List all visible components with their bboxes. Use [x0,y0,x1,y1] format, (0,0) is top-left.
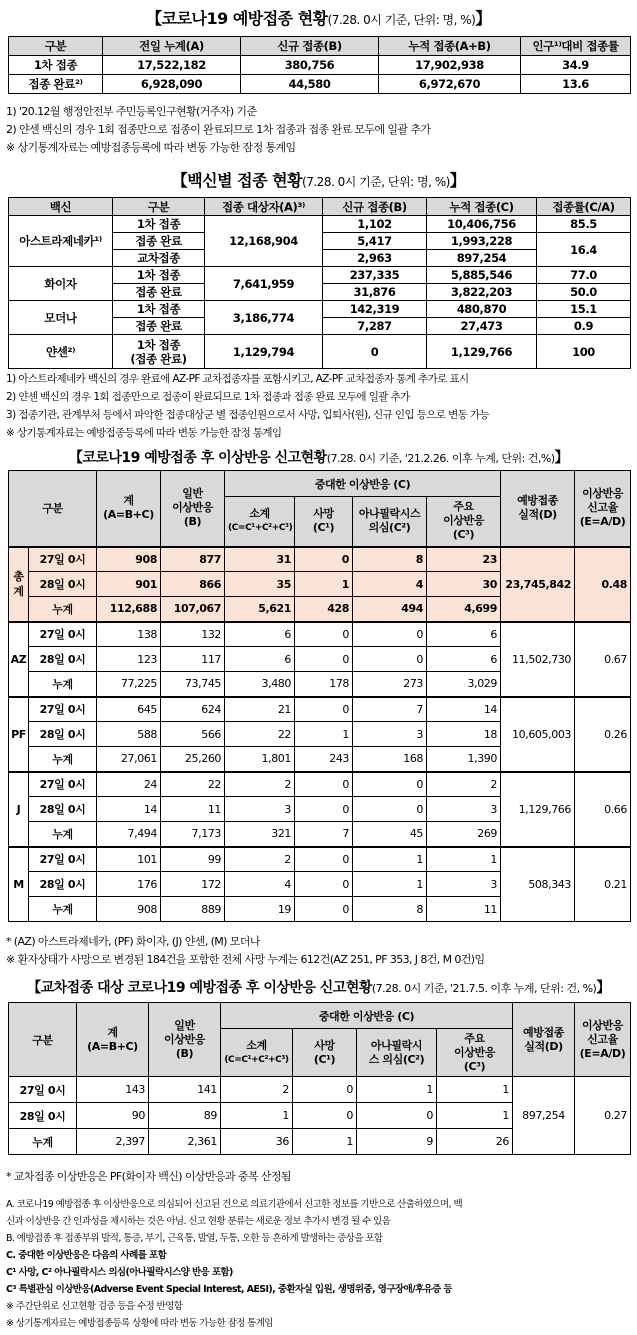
col-header: 중대한 이상반응 (C) [221,1003,513,1029]
footnote: ※ 환자상태가 사망으로 변경된 184건을 포함한 전체 사망 누계는 612건(AZ 251, PF 353, J 8건, M 0건)임 [6,953,485,966]
table-row: 누계 27,061 25,260 1,801 243 168 1,390 [9,747,631,772]
col-header: 일반 이상반응 (B) [161,471,225,547]
col-header: 접종 대상자(A)³⁾ [205,198,323,216]
vaccine-name: 화이자 [9,267,113,301]
col-header: 구분 [9,471,97,547]
vaccination-count: 10,605,003 [501,697,575,772]
adverse-event-table [8,470,631,922]
footnote: C¹ 사망, C² 아나필락시스 의심(아나필락시스양 반응 포함) [6,1267,233,1278]
col-header: 누적 접종(A+B) [379,37,521,56]
group-label: M [9,847,29,922]
col-header: 신규 접종(B) [323,198,427,216]
col-header: 계 (A=B+C) [77,1003,149,1077]
footnote: 1) '20.12월 행정안전부 주민등록인구현황(거주자) 기준 [6,105,257,118]
table-row: 누계 77,225 73,745 3,480 178 273 3,029 [9,672,631,697]
footnote: C. 중대한 이상반응은 다음의 사례를 포함 [6,1250,167,1261]
table-row: 누계 7,494 7,173 321 7 45 269 [9,822,631,847]
report-rate: 0.48 [575,547,631,622]
footnote: * 교차접종 이상반응은 PF(화이자 백신) 이상반응과 중복 산정됨 [6,1170,291,1183]
col-header: 사망 (C¹) [295,497,353,547]
group-label: 총계 [9,547,29,622]
footnote: C³ 특별관심 이상반응(Adverse Event Special Interest, AESI), 중환자실 입원, 생명위중, 영구장애/후유증 등 [6,1284,452,1295]
col-header: 이상반응 신고율 (E=A/D) [575,1003,631,1077]
table-row: 1차 접종 17,522,182 380,756 17,902,938 34.9 [9,56,631,75]
table-row: 총계 27일 0시 908 877 31 0 8 23 23,745,842 0.48 [9,547,631,572]
table-row: 누계 112,688 107,067 5,621 428 494 4,699 [9,597,631,622]
table-row: M 27일 0시 101 99 2 0 1 1 508,343 0.21 [9,847,631,872]
col-header: 인구¹⁾대비 접종률 [521,37,631,56]
col-header: 소계 (C=C¹+C²+C³) [221,1029,293,1077]
vaccination-count: 1,129,766 [501,772,575,847]
table-row: J 27일 0시 24 22 2 0 0 2 1,129,766 0.66 [9,772,631,797]
section2-title: 【백신별 접종 현황(7.28. 0시 기준, 단위: 명, %)】 [171,171,466,190]
footnote: A. 코로나19 예방접종 후 이상반응으로 의심되어 신고된 건으로 의료기관에서 신고한 정보를 기반으로 산출하였으며, 백 [6,1199,463,1210]
col-header: 주요 이상반응 (C³) [427,497,501,547]
table-row: 28일 0시 901 866 35 1 4 30 [9,572,631,597]
table-row: 누계 908 889 19 0 8 11 [9,897,631,922]
vaccine-name: 아스트라제네카¹⁾ [9,216,113,267]
col-header: 계 (A=B+C) [97,471,161,547]
col-header: 사망 (C¹) [293,1029,357,1077]
group-label: J [9,772,29,847]
footnote: ※ 상기통계자료는 예방접종등록에 따라 변동 가능한 잠정 통계임 [6,427,282,439]
vaccination-count: 508,343 [501,847,575,922]
footnote: ※ 주간단위로 신고현황 검증 등을 수정 반영함 [6,1301,183,1312]
col-header: 아나필락시스 의심(C²) [353,497,427,547]
col-header: 전일 누계(A) [103,37,241,56]
footnote: * (AZ) 아스트라제네카, (PF) 화이자, (J) 얀센, (M) 모더나 [6,935,260,948]
table-row: 28일 0시 588 566 22 1 3 18 [9,722,631,747]
vaccine-name: 얀센²⁾ [9,335,113,369]
table-row: 누계 2,397 2,361 36 1 9 26 [9,1129,631,1155]
table-row: PF 27일 0시 645 624 21 0 7 14 10,605,003 0.26 [9,697,631,722]
section1-title: 【코로나19 예방접종 현황(7.28. 0시 기준, 단위: 명, %)】 [146,9,491,28]
vaccine-name: 모더나 [9,301,113,335]
col-header: 일반 이상반응 (B) [149,1003,221,1077]
col-header: 구분 [9,1003,77,1077]
col-header: 백신 [9,198,113,216]
col-header: 아나필락시 스 의심(C²) [357,1029,437,1077]
cross-vaccination-adverse-table [8,1002,631,1155]
col-header: 주요 이상반응 (C³) [437,1029,513,1077]
col-header: 중대한 이상반응 (C) [225,471,501,497]
col-header: 소계 (C=C¹+C²+C³) [225,497,295,547]
col-header: 접종률(C/A) [537,198,631,216]
report-rate: 0.21 [575,847,631,922]
table-row: 28일 0시 176 172 4 0 1 3 [9,872,631,897]
col-header: 누적 접종(C) [427,198,537,216]
col-header: 이상반응 신고율 (E=A/D) [575,471,631,547]
footnote: 신과 이상반응 간 인과성을 제시하는 것은 아님. 신고 현황 분류는 새로운 정보 추가시 변경 될 수 있음 [6,1216,391,1227]
footnote: 1) 아스트라제네카 백신의 경우 완료에 AZ-PF 교차접종자를 포함시키고, AZ-PF 교차접종자 통계 추가로 표시 [6,373,469,385]
table-row: 접종 완료²⁾ 6,928,090 44,580 6,972,670 13.6 [9,75,631,94]
table-row: AZ 27일 0시 138 132 6 0 0 6 11,502,730 0.67 [9,622,631,647]
col-header: 예방접종 실적(D) [513,1003,575,1077]
report-rate: 0.67 [575,622,631,697]
footnote: B. 예방접종 후 접종부위 발적, 통증, 부기, 근육통, 발열, 두통, 오한 등 흔하게 발생하는 증상을 포함 [6,1233,383,1244]
report-rate: 0.66 [575,772,631,847]
vaccination-count: 23,745,842 [501,547,575,622]
footnote: 3) 접종기관, 관계부처 등에서 파악한 접종대상군 별 접종인원으로서 사망, 입퇴사(원), 신규 인입 등으로 변동 가능 [6,409,490,421]
group-label: PF [9,697,29,772]
col-header: 예방접종 실적(D) [501,471,575,547]
vaccine-by-type-table: 백신 구분 접종 대상자(A)³⁾ 신규 접종(B) 누적 접종(C) 접종률(C/A) 아스트라제네카¹⁾ 1차 접종 12,168,904 1,102 10,406,756 85.5 접종 완료 5,417 1,993,228 16.4 교차접종 2,963 897,254 화이자 1차 접종 7,641,959 237,335 5,885,546 77.0 접종 완료 31,876 3,822,203 50.0 모더나 1차 접종 3,186,774 142,319 480,870 15.1 접종 완료 7,287 27,473 0.9 얀센²⁾ 1차 접종 (접종 완료) 1,129,794 0 1,129,766 100 [8,197,631,369]
table-row: 28일 0시 123 117 6 0 0 6 [9,647,631,672]
table-row: 27일 0시 143 141 2 0 1 1 897,254 0.27 [9,1077,631,1103]
report-rate: 0.26 [575,697,631,772]
vaccination-status-table [8,36,631,94]
group-label: AZ [9,622,29,697]
footnote: ※ 상기통계자료는 예방접종등록에 따라 변동 가능한 잠정 통계임 [6,141,296,154]
footnote: 2) 얀센 백신의 경우 1회 접종만으로 접종이 완료되므로 1차 접종과 접종 완료 모두에 일괄 추가 [6,391,410,403]
table-row: 28일 0시 14 11 3 0 0 3 [9,797,631,822]
col-header: 신규 접종(B) [241,37,379,56]
col-header: 구분 [113,198,205,216]
footnote: ※ 상기통계자료는 예방접종등록 상황에 따라 변동 가능한 잠정 통계임 [6,1318,273,1329]
footnote: 2) 얀센 백신의 경우 1회 접종만으로 접종이 완료되므로 1차 접종과 접종 완료 모두에 일괄 추가 [6,123,431,136]
section4-title: 【교차접종 대상 코로나19 예방접종 후 이상반응 신고현황(7.28. 0시 기준, '21.7.5. 이후 누계, 단위: 건, %)】 [27,980,610,996]
table-row: 28일 0시 90 89 1 0 0 1 [9,1103,631,1129]
section3-title: 【코로나19 예방접종 후 이상반응 신고현황(7.28. 0시 기준, '21.2.26. 이후 누계, 단위: 건,%)】 [68,450,569,466]
col-header: 구분 [9,37,103,56]
vaccination-count: 11,502,730 [501,622,575,697]
